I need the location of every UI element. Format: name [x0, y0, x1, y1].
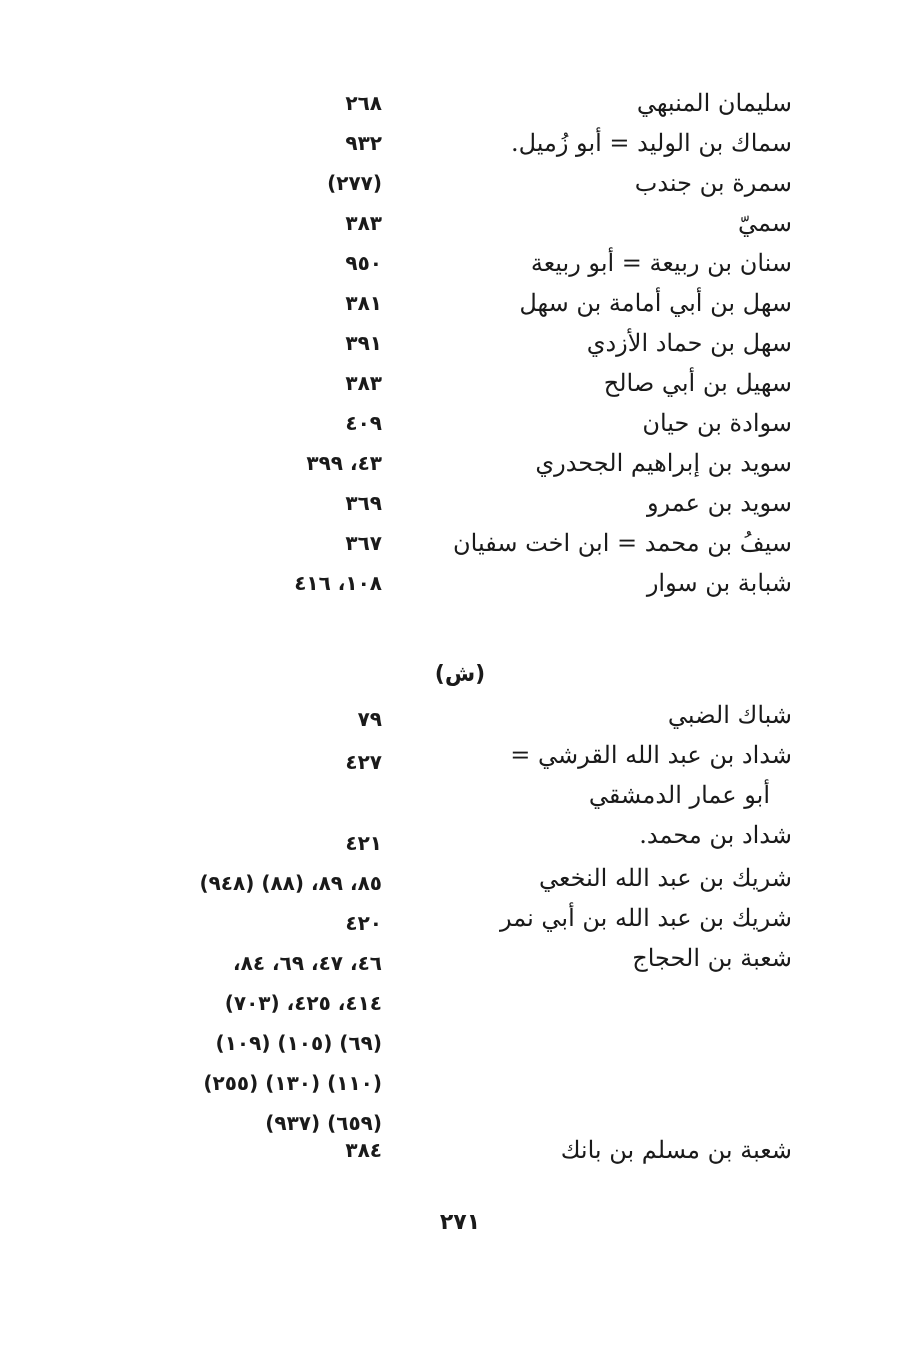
index-entry-name: سليمان المنبهي	[636, 89, 792, 117]
index-entry-name: شباك الضبي	[667, 701, 792, 729]
index-entry-name: سوادة بن حيان	[642, 409, 792, 437]
index-entry-pages: ٢٦٨	[345, 91, 382, 115]
index-entry-name: سماك بن الوليد = أبو زُميل.	[510, 129, 792, 157]
index-entry-continuation: أبو عمار الدمشقي	[588, 781, 770, 809]
index-entry-pages: ٣٨٣	[345, 211, 382, 235]
index-entry-pages: ٤٢٧	[345, 750, 382, 774]
index-entry-pages: ٣٦٩	[345, 491, 382, 515]
index-entry-pages: ٤٢٠	[345, 911, 382, 935]
index-entry-pages: ٧٩	[357, 707, 382, 731]
index-entry-name: سنان بن ربيعة = أبو ربيعة	[530, 249, 792, 277]
index-entry-pages-continuation: ٤١٤، ٤٢٥، (٧٠٣)	[224, 991, 382, 1015]
index-entry-pages-continuation: (٦٥٩) (٩٣٧)	[265, 1111, 382, 1135]
index-entry-pages: (٢٧٧)	[327, 171, 382, 195]
index-entry-pages: ٩٣٢	[345, 131, 382, 155]
index-entry-pages: ٩٥٠	[345, 251, 382, 275]
index-entry-name: شداد بن عبد الله القرشي =	[510, 741, 792, 769]
index-entry-name: شداد بن محمد.	[639, 821, 792, 849]
index-entry-pages: ٣٨١	[345, 291, 382, 315]
index-entry-name: سهيل بن أبي صالح	[603, 369, 792, 397]
index-entry-pages: ٤٦، ٤٧، ٦٩، ٨٤،	[233, 951, 382, 975]
section-heading: (ش)	[434, 662, 486, 687]
index-entry-pages: ٣٩١	[345, 331, 382, 355]
index-entry-name: شعبة بن مسلم بن بانك	[560, 1136, 792, 1164]
index-entry-pages: ١٠٨، ٤١٦	[294, 571, 382, 595]
index-entry-name: شبابة بن سوار	[646, 569, 792, 597]
index-entry-name: سمرة بن جندب	[634, 169, 792, 197]
index-entry-pages: ٣٦٧	[345, 531, 382, 555]
index-entry-name: سيفُ بن محمد = ابن اخت سفيان	[453, 529, 792, 557]
index-entry-pages: ٨٥، ٨٩، (٨٨) (٩٤٨)	[199, 871, 382, 895]
index-entry-name: سهل بن حماد الأزدي	[586, 329, 792, 357]
index-entry-name: سميّ	[738, 209, 792, 237]
index-entry-pages: ٣٨٤	[345, 1138, 382, 1162]
index-entry-pages: ٤٣، ٣٩٩	[306, 451, 382, 475]
page-number: ٢٧١	[439, 1210, 481, 1235]
index-entry-pages: ٣٨٣	[345, 371, 382, 395]
index-entry-name: سهل بن أبي أمامة بن سهل	[519, 289, 792, 317]
index-entry-name: شريك بن عبد الله بن أبي نمر	[499, 904, 792, 932]
index-entry-pages: ٤٠٩	[345, 411, 382, 435]
index-entry-pages-continuation: (٦٩) (١٠٥) (١٠٩)	[215, 1031, 382, 1055]
index-entry-name: سويد بن عمرو	[646, 489, 792, 517]
index-entry-name: سويد بن إبراهيم الجحدري	[535, 449, 792, 477]
index-entry-name: شعبة بن الحجاج	[632, 944, 792, 972]
index-entry-pages: ٤٢١	[345, 831, 382, 855]
index-entry-name: شريك بن عبد الله النخعي	[539, 864, 792, 892]
index-entry-pages-continuation: (١١٠) (١٣٠) (٢٥٥)	[203, 1071, 382, 1095]
